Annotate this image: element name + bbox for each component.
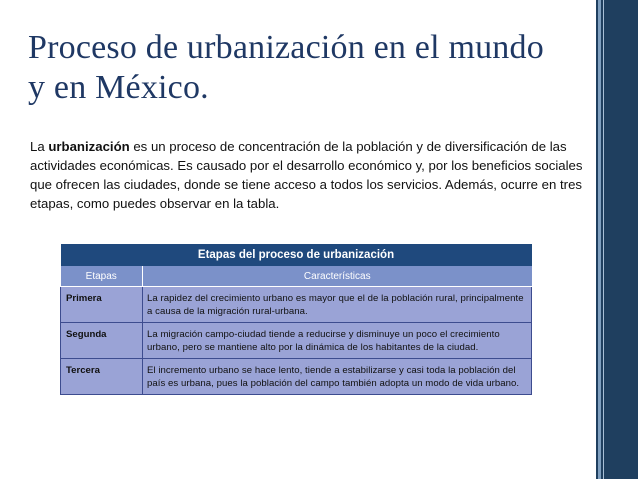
intro-paragraph [30, 137, 590, 213]
urbanization-stages-table [60, 244, 532, 395]
stage-description: La migración campo-ciudad tiende a reducirse y disminuye un poco el crecimiento urbano, pero se mantiene alto por la dinámica de los habitantes de la ciudad. [143, 323, 532, 359]
slide-title-line2: y en México. [28, 69, 209, 106]
table-row [61, 323, 532, 359]
col-header-caracteristicas: Características [143, 266, 532, 287]
stage-description: La rapidez del crecimiento urbano es mayor que el de la población rural, principalmente a causa de la migración rural-urbana. [143, 287, 532, 323]
intro-bold-term: urbanización [48, 139, 130, 154]
col-header-etapas: Etapas [61, 266, 143, 287]
intro-rest: es un proceso de concentración de la población y de diversificación de las actividades económicas. Es causado por el desarrollo económico y, por los beneficios sociales que ofrecen las ciudades, donde se tiene acceso a todos los servicios. Además, ocurre en tres etapas, como puedes observar en la tabla. [30, 139, 583, 211]
slide-title [28, 28, 593, 108]
table-row [61, 359, 532, 395]
right-decorative-bar [596, 0, 638, 479]
slide-title-line1: Proceso de urbanización en el mundo [28, 29, 544, 66]
table-row [61, 287, 532, 323]
right-bar-stripe [598, 0, 601, 479]
stage-name: Segunda [61, 323, 143, 359]
intro-prefix: La [30, 139, 49, 154]
table-header-row [61, 266, 532, 287]
table-caption: Etapas del proceso de urbanización [61, 244, 532, 266]
stage-name: Tercera [61, 359, 143, 395]
stage-name: Primera [61, 287, 143, 323]
right-bar-thin-stripe [603, 0, 604, 479]
stage-description: El incremento urbano se hace lento, tiende a estabilizarse y casi toda la población del país es urbana, pues la población del campo también adopta un modo de vida urbano. [143, 359, 532, 395]
